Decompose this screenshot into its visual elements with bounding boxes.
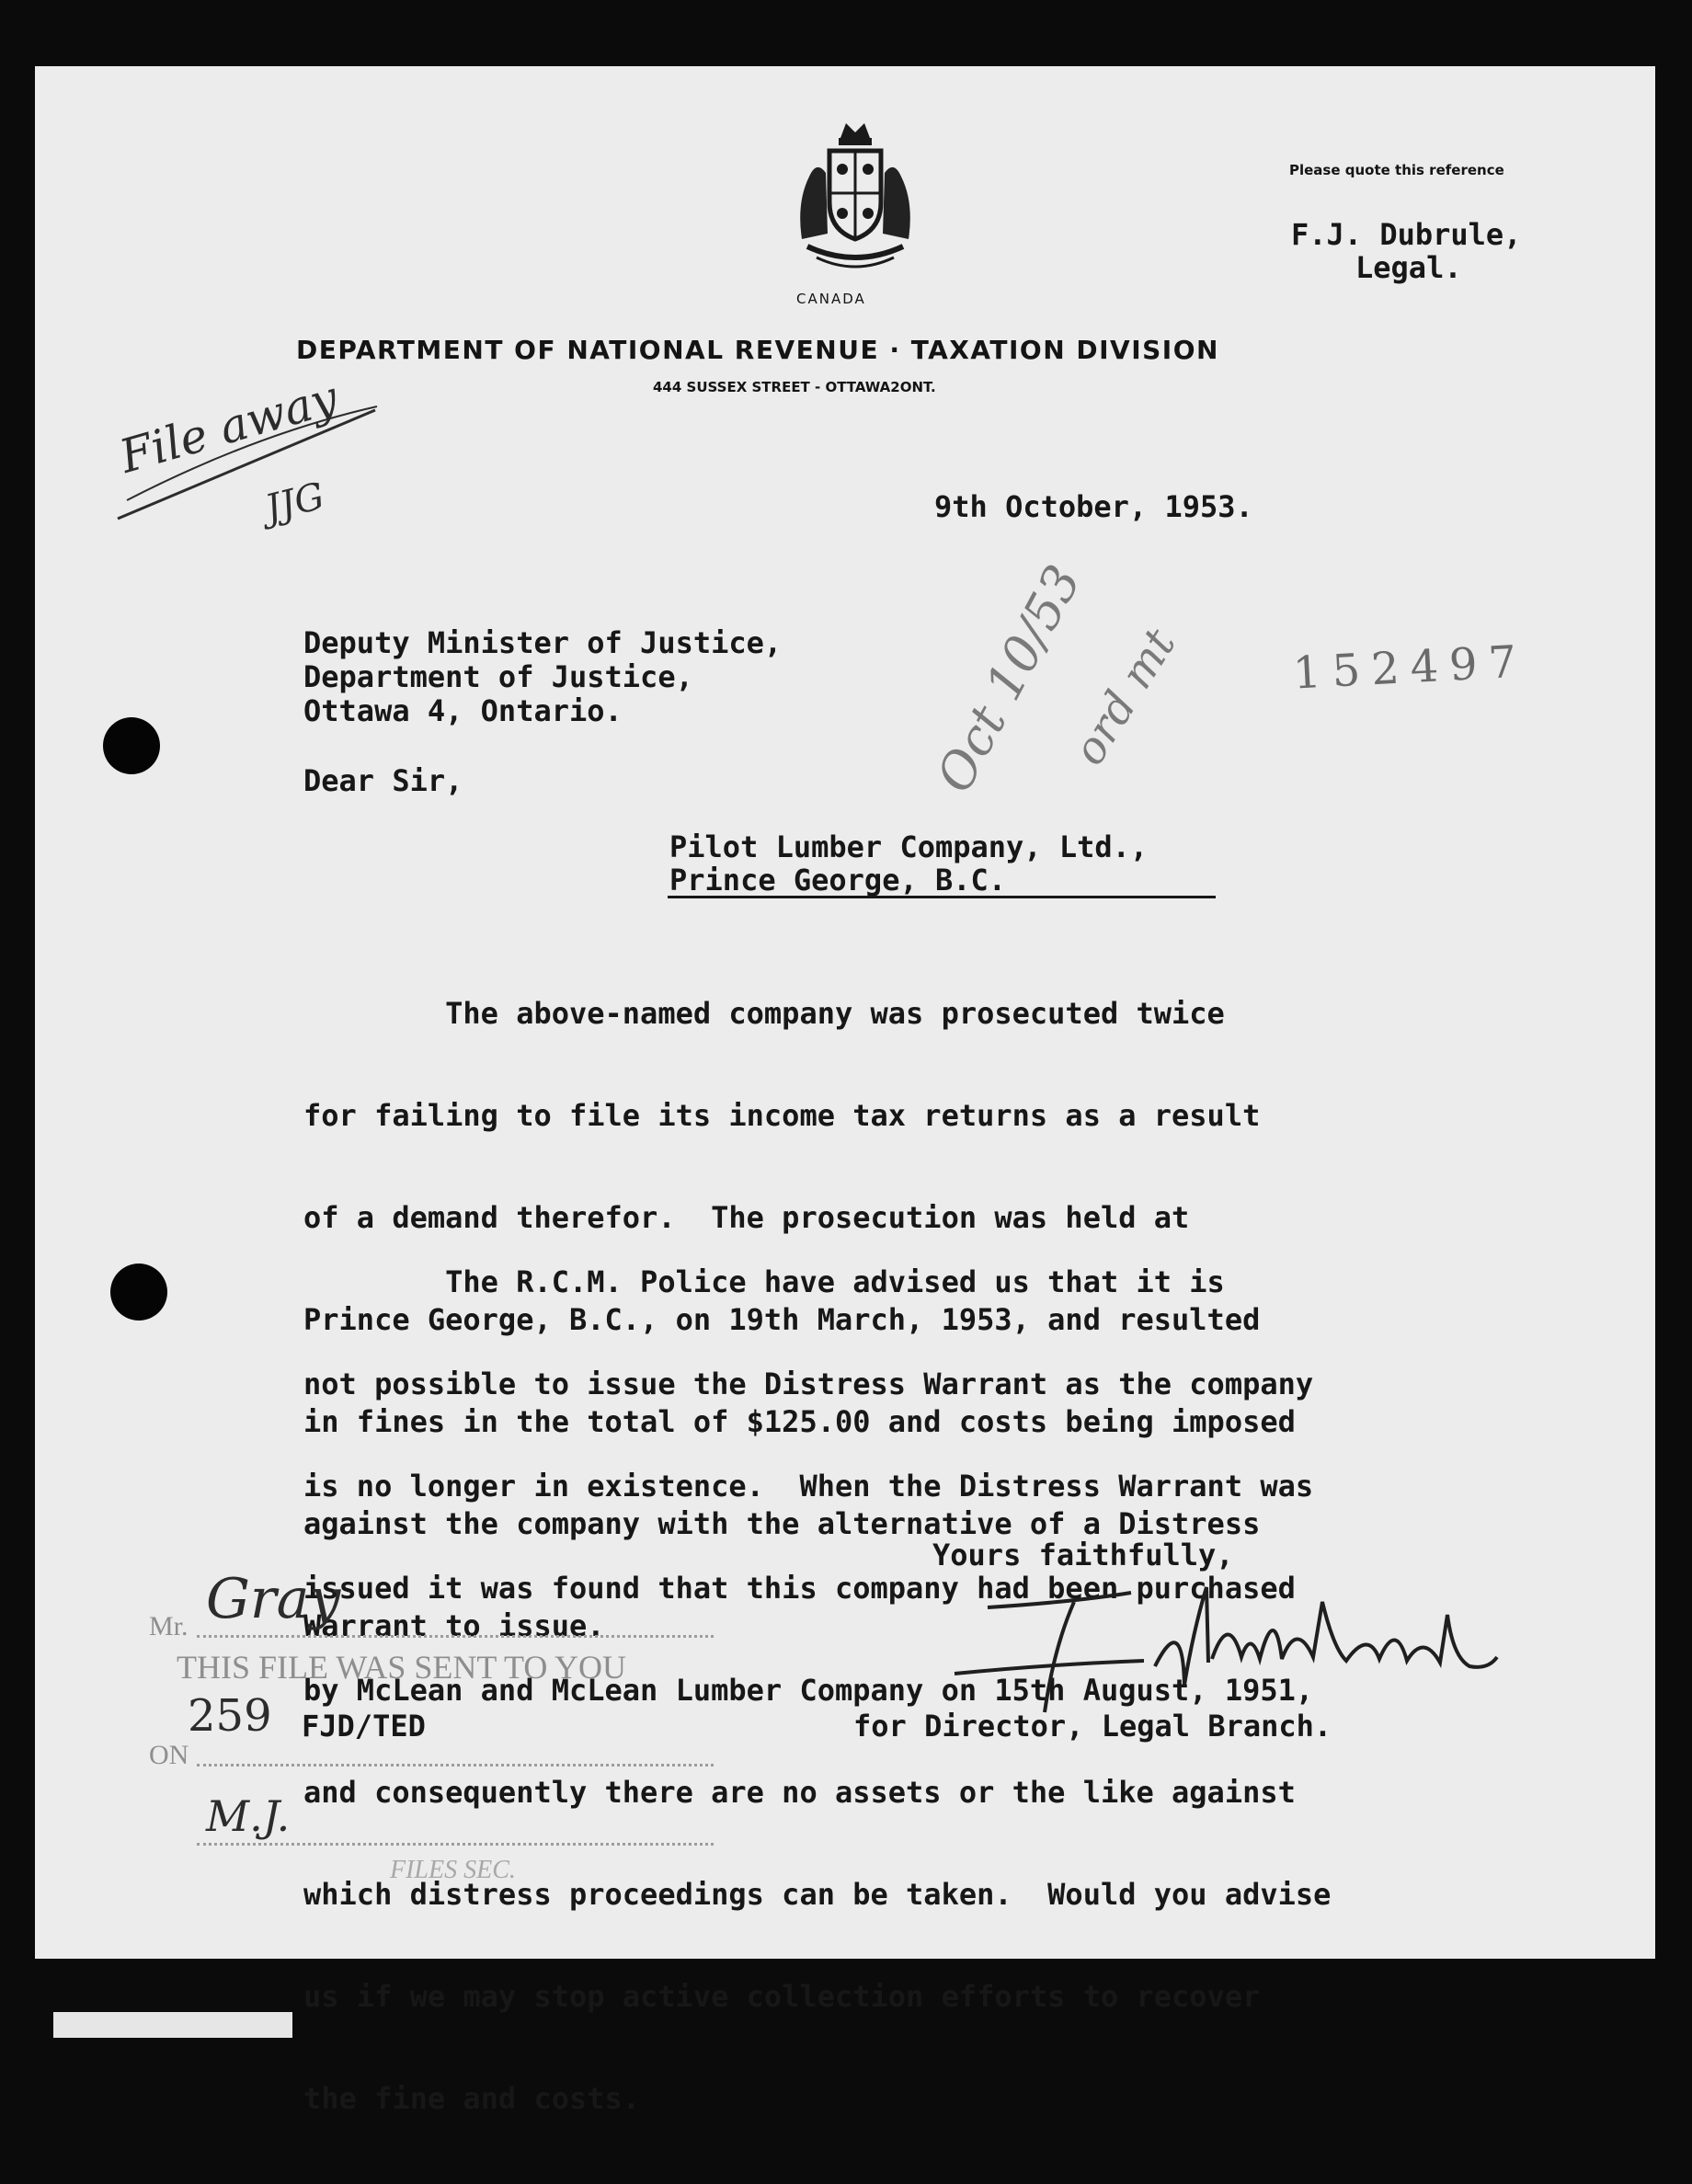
stamp-bottom-line bbox=[197, 1843, 714, 1846]
stamp-on-line bbox=[197, 1764, 714, 1767]
paragraph-1-line: Prince George, B.C., on 19th March, 1953, and resulted bbox=[303, 1302, 1261, 1337]
paragraph-2-line: and consequently there are no assets or the like against bbox=[303, 1775, 1296, 1810]
paragraph-1-line: The above-named company was prosecuted twice bbox=[303, 996, 1225, 1031]
paragraph-2-line: us if we may stop active collection efforts to recover bbox=[303, 1979, 1261, 2014]
punch-hole-top bbox=[103, 717, 160, 774]
frame-label-strip bbox=[53, 2012, 292, 2038]
signature-line: for Director, Legal Branch. bbox=[853, 1709, 1332, 1744]
country-label: CANADA bbox=[796, 291, 866, 307]
signature bbox=[936, 1574, 1543, 1712]
handwritten-on-value: 259 bbox=[188, 1690, 272, 1742]
handwritten-mr-name: Gray bbox=[206, 1567, 341, 1631]
handwritten-file-away: File away bbox=[114, 371, 344, 484]
handwritten-ordered-note: ord mt bbox=[1063, 620, 1186, 774]
paragraph-1-line: against the company with the alternative of a Distress bbox=[303, 1506, 1261, 1541]
stamp-mr-line bbox=[197, 1635, 714, 1638]
handwritten-number: 152497 bbox=[1291, 635, 1529, 700]
salutation: Dear Sir, bbox=[303, 763, 463, 798]
paragraph-1-line: in fines in the total of $125.00 and costs being imposed bbox=[303, 1404, 1296, 1439]
paragraph-2-line: is no longer in existence. When the Distress Warrant was bbox=[303, 1469, 1314, 1504]
reference-name: F.J. Dubrule, bbox=[1291, 217, 1522, 252]
recipient-line3: Ottawa 4, Ontario. bbox=[303, 693, 623, 728]
paragraph-2-line: issued it was found that this company had been purchased bbox=[303, 1571, 1296, 1606]
handwritten-bottom-initials: M.J. bbox=[206, 1791, 291, 1841]
typist-initials: FJD/TED bbox=[302, 1709, 426, 1744]
paragraph-1-line: of a demand therefor. The prosecution was held at bbox=[303, 1200, 1190, 1235]
subject-line1: Pilot Lumber Company, Ltd., bbox=[669, 829, 1149, 864]
paragraph-2-line: not possible to issue the Distress Warrant as the company bbox=[303, 1366, 1314, 1401]
paragraph-1-line: Warrant to issue. bbox=[303, 1608, 605, 1643]
paragraph-1-line: for failing to file its income tax returns as a result bbox=[303, 1098, 1261, 1133]
letter-page bbox=[35, 66, 1655, 2116]
subject-line2: Prince George, B.C. bbox=[669, 863, 1007, 898]
department-address: 444 SUSSEX STREET - OTTAWA2ONT. bbox=[653, 379, 936, 395]
stamp-on-label: ON bbox=[149, 1740, 189, 1770]
handwritten-file-initials: JJG bbox=[261, 475, 329, 531]
file-away-strike bbox=[109, 397, 384, 526]
letter-date: 9th October, 1953. bbox=[934, 489, 1253, 524]
paragraph-2-line: which distress proceedings can be taken. Would you advise bbox=[303, 1877, 1332, 1912]
coat-of-arms-icon bbox=[795, 118, 916, 280]
recipient-line1: Deputy Minister of Justice, bbox=[303, 625, 783, 660]
paragraph-2-line: The R.C.M. Police have advised us that it is bbox=[303, 1264, 1225, 1299]
stamp-mr-label: Mr. bbox=[149, 1611, 189, 1641]
reference-prompt: Please quote this reference bbox=[1289, 162, 1504, 178]
closing: Yours faithfully, bbox=[932, 1538, 1234, 1572]
stamp-files-sec: FILES SEC. bbox=[390, 1856, 516, 1884]
stamp-sent-text: THIS FILE WAS SENT TO YOU bbox=[177, 1649, 627, 1686]
paragraph-2-line: by McLean and McLean Lumber Company on 15th August, 1951, bbox=[303, 1673, 1314, 1708]
reference-dept: Legal. bbox=[1355, 250, 1462, 285]
subject-underline bbox=[668, 896, 1216, 898]
punch-hole-bottom bbox=[110, 1264, 167, 1321]
department-header: DEPARTMENT OF NATIONAL REVENUE · TAXATION DIVISION bbox=[296, 335, 1219, 365]
recipient-line2: Department of Justice, bbox=[303, 659, 693, 694]
paragraph-2-line: the fine and costs. bbox=[303, 2081, 641, 2116]
handwritten-date-note: Oct 10/53 bbox=[925, 555, 1092, 802]
